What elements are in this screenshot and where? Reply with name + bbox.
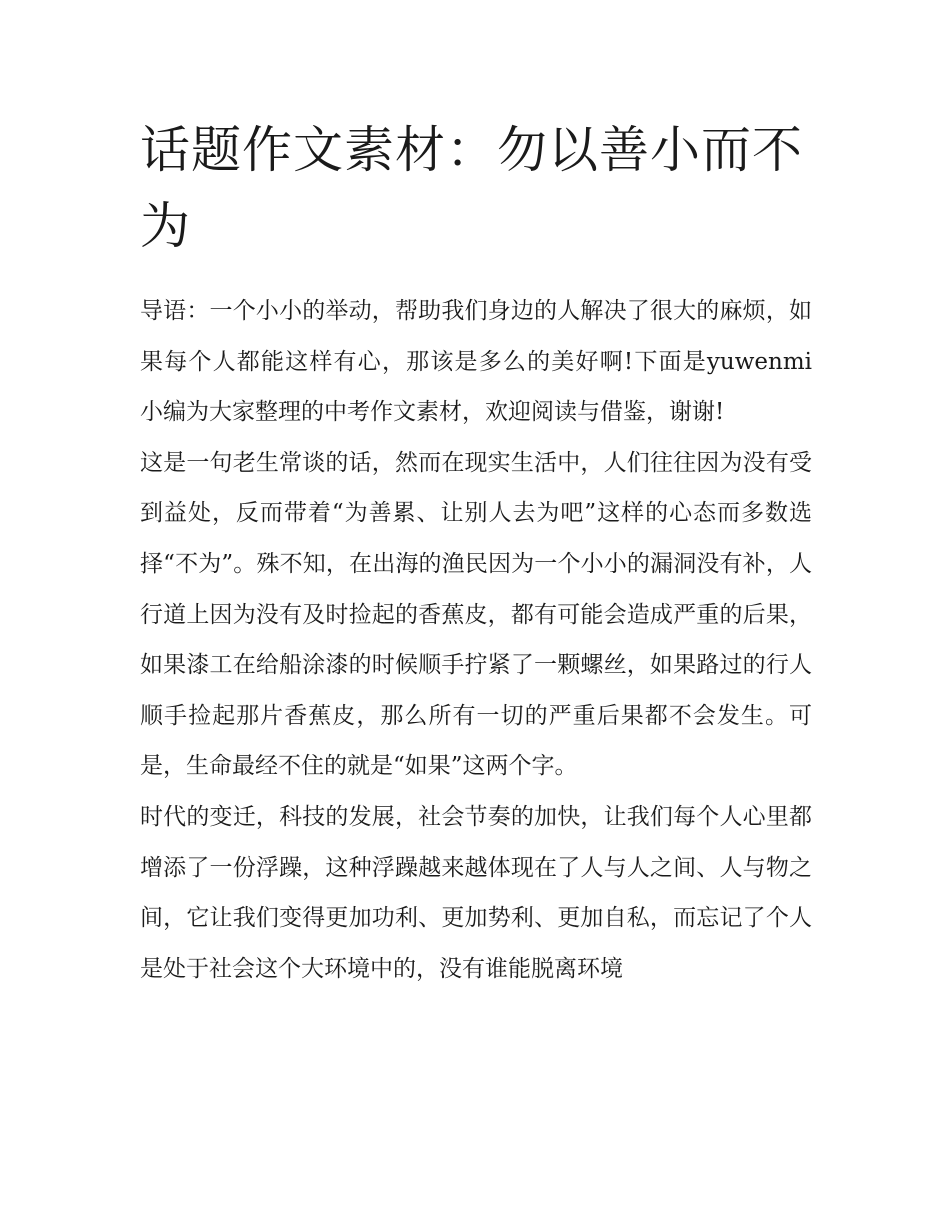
body-paragraph-2: 时代的变迁，科技的发展，社会节奏的加快，让我们每个人心里都增添了一份浮躁，这种浮躁越来越体现在了人与人之间、人与物之间，它让我们变得更加功利、更加势利、更加自私，而忘记了个人是处于社会这个大环境中的，没有谁能脱离环境 — [140, 803, 812, 982]
intro-paragraph: 导语：一个小小的举动，帮助我们身边的人解决了很大的麻烦，如果每个人都能这样有心，那该是多么的美好啊!下面是yuwenmi 小编为大家整理的中考作文素材，欢迎阅读与借鉴，谢谢! — [140, 298, 812, 426]
body-paragraph-1: 这是一句老生常谈的话，然而在现实生活中，人们往往因为没有受到益处，反而带着“为善累、让别人去为吧”这样的心态而多数选择“不为”。殊不知，在出海的渔民因为一个小小的漏洞没有补，人行道上因为没有及时捡起的香蕉皮，都有可能会造成严重的后果，如果漆工在给船涂漆的时候顺手拧紧了一颗螺丝，如果路过的行人顺手捡起那片香蕉皮，那么所有一切的严重后果都不会发生。可是，生命最经不住的就是“如果”这两个字。 — [140, 449, 812, 780]
document-title: 话题作文素材：勿以善小而不为 — [140, 121, 803, 255]
document-page — [140, 112, 812, 994]
